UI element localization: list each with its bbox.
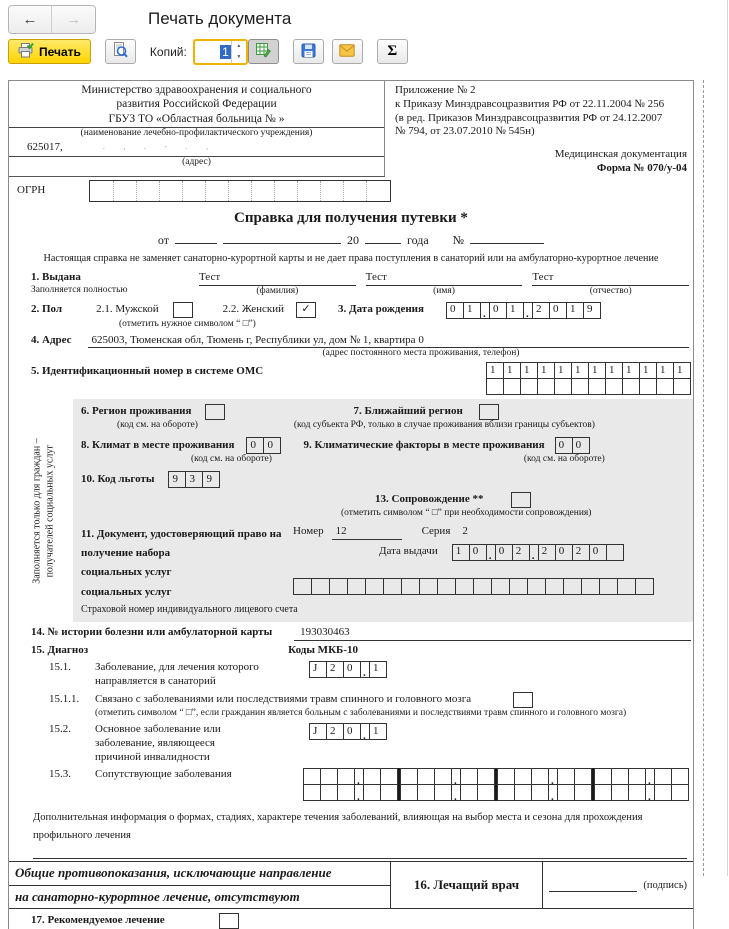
field-6-7-row <box>81 404 685 420</box>
annex-line4: № 794, от 23.07.2010 № 545н) <box>395 125 535 138</box>
field-4-row <box>31 334 689 349</box>
annex-line1: Приложение № 2 <box>395 84 476 96</box>
navbar <box>0 0 729 34</box>
extra-info-line2: профильного лечения <box>33 830 131 842</box>
print-button-label: Печать <box>39 44 81 59</box>
page-title: Печать документа <box>148 9 292 28</box>
table-settings-button[interactable] <box>248 39 279 64</box>
spinal-box <box>513 692 533 708</box>
date-year-blank <box>365 231 401 244</box>
field-4-caption: (адрес постоянного места проживания, телефон) <box>322 348 520 359</box>
doc-header <box>9 81 693 176</box>
org-line3: ГБУЗ ТО «Областная больница № » <box>9 112 384 128</box>
field-5-row2 <box>9 378 691 395</box>
spin-down-icon[interactable]: ▼ <box>236 54 242 60</box>
extra-info-blank-line <box>33 857 687 859</box>
female-label: 2.2. Женский <box>222 303 284 316</box>
field-8-caption: (код см. на обороте) <box>191 454 272 464</box>
oms-cells-row2 <box>486 378 691 395</box>
field-11-line3: социальных услуг <box>81 566 172 579</box>
document-preview <box>8 80 694 929</box>
extra-info <box>33 809 687 845</box>
side-note <box>15 399 73 622</box>
male-checkbox <box>173 302 193 318</box>
field-15-1-1-row <box>49 692 693 708</box>
contra-line1: Общие противопоказания, исключающие направление <box>15 865 332 881</box>
table-edit-icon <box>255 42 271 61</box>
snils-row <box>293 578 685 595</box>
field-15-3-label: Сопутствующие заболевания <box>95 768 232 781</box>
field-15-1-row <box>49 661 693 689</box>
field-7-label: 7. Ближайший регион <box>353 405 463 418</box>
field-8-label: 8. Климат в месте проживания <box>81 438 235 451</box>
date-number-sign: № <box>452 233 465 248</box>
date-century: 20 <box>346 233 359 248</box>
field-15-2-line3: причиной инвалидности <box>95 750 210 763</box>
field-15-3-num: 15.3. <box>49 768 71 781</box>
comorbid-group: . <box>303 784 398 801</box>
field-8-9-captions <box>81 454 685 466</box>
field-2-3-row <box>31 302 689 319</box>
preview-button[interactable] <box>105 39 136 64</box>
field-15-2-line1: Основное заболевание или <box>95 723 221 736</box>
back-arrow-icon: ← <box>22 10 38 28</box>
field-11-labels <box>81 525 293 602</box>
back-button[interactable] <box>9 6 52 33</box>
name-value: Тест <box>366 271 523 286</box>
field-15-1-1-num: 15.1.1. <box>49 693 80 706</box>
patronymic-caption: (отчество) <box>589 285 632 296</box>
org-address-line <box>9 140 384 157</box>
field-5-row <box>31 362 691 379</box>
med-doc-label: Медицинская документация <box>554 148 687 160</box>
mkb-codes-label: Коды МКБ-10 <box>288 644 358 656</box>
surname-value: Тест <box>199 271 356 286</box>
date-from-label: от <box>157 233 169 248</box>
field-13-label: 13. Сопровождение ** <box>375 493 484 505</box>
save-icon <box>301 43 316 61</box>
signature-caption: (подпись) <box>643 879 687 891</box>
comorbid-group: . <box>592 784 689 801</box>
side-note-line1: Заполняется только для граждан – <box>32 437 43 584</box>
region-box <box>205 404 225 420</box>
near-region-box <box>479 404 499 420</box>
field-17-row <box>31 913 693 929</box>
form-note: Настоящая справка не заменяет санаторно-курортной карты и не дает права поступления в санаторий или на амбулаторно-курортное лечение <box>43 253 659 265</box>
date-day-blank <box>175 231 217 244</box>
issue-date-row <box>293 544 685 561</box>
field-15-2-line2: заболевание, являющееся <box>95 736 215 749</box>
benefits-section <box>9 399 693 622</box>
field-15-row <box>31 644 693 658</box>
field-4-label: 4. Адрес <box>31 333 72 346</box>
comorbid-group: . <box>398 768 495 785</box>
patronymic-value: Тест <box>532 271 689 286</box>
side-note-line2: получателей социальных услуг <box>45 444 56 578</box>
benefit-code-cells: 9 3 9 <box>168 471 220 488</box>
signature-cell <box>543 862 693 908</box>
form-title: Справка для получения путевки * <box>234 209 468 226</box>
date-year-word: года <box>406 233 429 248</box>
oms-cells-row1: 1 1 1 1 1 1 1 1 1 1 1 1 <box>486 362 691 379</box>
field-10-label: 10. Код льготы <box>81 472 155 485</box>
date-line <box>9 231 693 248</box>
issue-date-cells: 1 0 . 0 2 . 2 0 2 0 <box>452 544 624 561</box>
comorbid-group: . <box>398 784 495 801</box>
org-address-illegible: . , . - . , <box>102 141 217 151</box>
page-margin-dashed-line <box>703 80 704 876</box>
org-address-caption: (адрес) <box>182 156 211 167</box>
field-14-label: 14. № истории болезни или амбулаторной карты <box>31 626 273 639</box>
copies-value: 1 <box>222 44 229 59</box>
field-2-caption: (отметить нужное символом “ □”) <box>119 318 256 329</box>
field-14-row <box>31 626 691 641</box>
window-edge-line <box>727 0 728 876</box>
field-6-caption: (код см. на обороте) <box>117 420 198 431</box>
field-10-row <box>81 471 685 488</box>
comorbid-group: . <box>495 768 592 785</box>
snils-caption: Страховой номер индивидуального лицевого счета <box>81 603 298 615</box>
nav-arrows <box>8 5 96 34</box>
printer-icon <box>18 43 34 61</box>
extra-info-line1: Дополнительная информация о формах, стадиях, характере течения заболеваний, влияющая на выбор места и сезона для прохождения <box>33 812 643 824</box>
copies-spinner[interactable] <box>193 39 248 65</box>
email-button[interactable] <box>332 39 363 64</box>
copies-label: Копий: <box>149 44 187 59</box>
field-11-line2: получение набора <box>81 547 171 559</box>
field-1-sub: Заполняется полностью <box>31 284 128 295</box>
field-15-2-cells: J 2 0 . 1 <box>309 723 387 740</box>
preview-icon <box>112 42 128 61</box>
contraindications-table <box>9 861 693 909</box>
field-8-9-row <box>81 437 685 454</box>
number-label: Номер <box>293 524 324 537</box>
climate-factors-cells: 0 0 <box>555 437 590 454</box>
contra-line2: на санаторно-курортное лечение, отсутствуют <box>9 885 390 908</box>
org-line2: развития Российской Федерации <box>116 98 277 111</box>
field-15-label: 15. Диагноз <box>31 644 89 656</box>
history-number-value: 193030463 <box>294 626 691 641</box>
field-13-row <box>81 492 685 508</box>
annex-line2: к Приказу Минздравсоцразвития РФ от 22.11.2004 № 256 <box>395 97 665 110</box>
date-month-blank <box>223 231 341 244</box>
field-15-1-line1: Заболевание, для лечения которого <box>95 660 259 673</box>
doctor-label: 16. Лечащий врач <box>391 862 543 908</box>
sigma-icon: Σ <box>387 43 398 59</box>
male-label: 2.1. Мужской <box>96 303 159 316</box>
print-button[interactable] <box>8 39 91 64</box>
field-13-caption: (отметить символом “ □” при необходимости сопровождения) <box>341 507 592 518</box>
comorbid-group: . <box>495 784 592 801</box>
female-checkbox <box>296 302 316 318</box>
ogrn-cells <box>89 180 391 202</box>
climate-cells: 0 0 <box>246 437 281 454</box>
spinner-arrows <box>231 41 246 63</box>
comorbid-group: . <box>303 768 398 785</box>
copies-input[interactable] <box>195 41 231 63</box>
field-5-label: 5. Идентификационный номер в системе ОМС <box>31 365 264 378</box>
field-15-1-line2: направляется в санаторий <box>95 674 216 687</box>
field-2-label: 2. Пол <box>31 303 63 316</box>
field-1-label: 1. Выдана <box>31 271 81 283</box>
org-caption: (наименование лечебно-профилактического учреждения) <box>80 128 313 139</box>
recommended-box <box>219 913 239 929</box>
field-7-caption: (код субъекта РФ, только в случае проживания вблизи границы субъектов) <box>293 420 595 431</box>
signature-blank <box>549 879 637 892</box>
field-15-1-cells: J 2 0 . 1 <box>309 661 387 678</box>
field-11-line4: социальных услуг <box>81 585 172 598</box>
comorbid-group: . <box>592 768 689 785</box>
surname-caption: (фамилия) <box>256 285 299 296</box>
issue-date-label: Дата выдачи <box>379 545 438 558</box>
series-value: 2 <box>462 524 468 537</box>
field-15-3-row <box>49 768 693 801</box>
doc-number-blank <box>470 231 544 244</box>
sum-button[interactable] <box>377 39 408 64</box>
birthdate-cells: 0 1 . 0 1 . 2 0 1 9 <box>446 302 601 319</box>
field-6-7-captions <box>81 420 685 432</box>
field-15-1-num: 15.1. <box>49 660 71 673</box>
field-1-row <box>31 271 689 298</box>
field-6-label: 6. Регион проживания <box>81 405 192 418</box>
annex-block <box>385 81 693 176</box>
field-15-1-1-caption: (отметить символом “ □”, если гражданин является больным с заболеваниями и последствиями травм спинного и головного мозга) <box>95 708 627 719</box>
field-3-label: 3. Дата рождения <box>338 303 424 316</box>
save-button[interactable] <box>293 39 324 64</box>
org-zip: 625017, <box>27 141 63 153</box>
field-17-label: 17. Рекомендуемое лечение <box>31 914 165 926</box>
print-toolbar <box>0 34 729 70</box>
forward-arrow-icon: → <box>66 10 81 28</box>
org-block <box>9 81 385 176</box>
ogrn-label: ОГРН <box>17 183 46 196</box>
field-15-2-num: 15.2. <box>49 723 71 736</box>
field-9-caption: (код см. на обороте) <box>523 454 605 464</box>
field-9-label: 9. Климатические факторы в месте проживания <box>303 438 545 451</box>
doc-number-row <box>293 525 685 540</box>
field-15-1-1-text: Связано с заболеваниями или последствиями травм спинного и головного мозга <box>95 693 472 706</box>
field-11-line1: 11. Документ, удостоверяющий право на <box>81 527 282 540</box>
address-value: 625003, Тюменская обл, Тюмень г, Республики ул, дом № 1, квартира 0 <box>88 334 689 349</box>
number-value: 12 <box>332 525 402 540</box>
name-caption: (имя) <box>433 285 455 296</box>
series-label: Серия <box>421 524 451 537</box>
annex-line3: (в ред. Приказов Минздравсоцразвития РФ от 24.12.2007 <box>395 111 663 124</box>
forward-button[interactable] <box>52 6 95 33</box>
snils-cells <box>293 578 654 595</box>
org-line1: Министерство здравоохранения и социального <box>81 84 312 96</box>
ogrn-row <box>9 176 385 206</box>
comorbid-cells-grid <box>303 768 689 801</box>
envelope-icon <box>339 44 355 60</box>
escort-box <box>511 492 531 508</box>
check-icon: ✓ <box>301 303 311 316</box>
field-15-2-row <box>49 723 693 764</box>
field-11-block <box>81 525 685 602</box>
form-number: Форма № 070/у-04 <box>596 161 687 174</box>
contraindications-cell <box>9 862 391 908</box>
spin-up-icon[interactable]: ▲ <box>236 43 242 49</box>
